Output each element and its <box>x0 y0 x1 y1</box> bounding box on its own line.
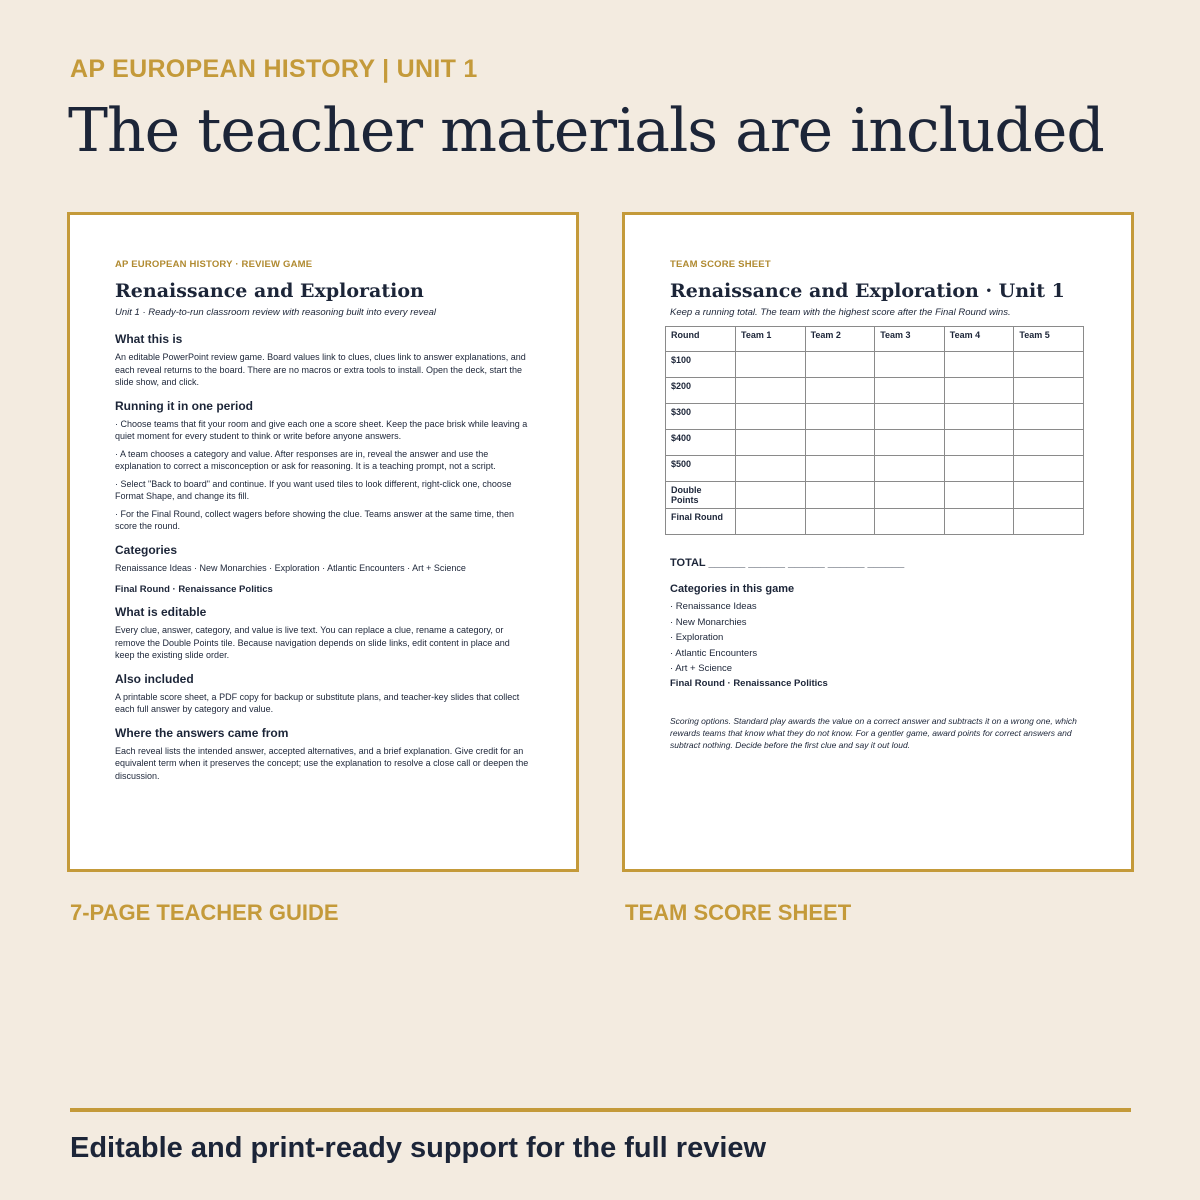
score-cell <box>875 456 945 482</box>
section-paragraph: · Choose teams that fit your room and give each one a score sheet. Keep the pace brisk while leaving a quiet moment for every student to think or write before anyone answers. <box>115 418 528 441</box>
score-cell <box>1014 509 1084 535</box>
score-cell <box>805 404 875 430</box>
score-cell <box>805 430 875 456</box>
score-cell <box>805 456 875 482</box>
score-cell <box>1014 482 1084 509</box>
score-cell <box>875 482 945 509</box>
score-cell <box>875 404 945 430</box>
guide-section-categories <box>115 543 531 596</box>
section-paragraph: · Select "Back to board" and continue. If you want used tiles to look different, right-click one, choose Format Shape, and change its fill. <box>115 478 512 501</box>
score-cell <box>1014 456 1084 482</box>
score-cell <box>944 509 1014 535</box>
score-cell <box>944 378 1014 404</box>
section-heading: Categories <box>115 542 178 557</box>
score-cell <box>805 378 875 404</box>
score-table <box>665 326 1084 535</box>
score-cell <box>1014 352 1084 378</box>
column-header: Team 1 <box>736 327 806 352</box>
row-label: $200 <box>666 378 736 404</box>
divider <box>70 1108 1131 1112</box>
footer-tagline: Editable and print-ready support for the full review <box>70 1132 767 1164</box>
section-heading: What this is <box>115 332 183 346</box>
score-cell <box>875 352 945 378</box>
score-cell <box>805 352 875 378</box>
score-cell <box>736 509 806 535</box>
guide-eyebrow: AP EUROPEAN HISTORY · REVIEW GAME <box>115 259 313 270</box>
score-cell <box>736 456 806 482</box>
section-heading: Where the answers came from <box>115 725 289 740</box>
score-cell <box>1014 430 1084 456</box>
row-label: $400 <box>666 430 736 456</box>
score-cell <box>944 404 1014 430</box>
table-row <box>666 378 1084 404</box>
score-cell <box>944 482 1014 509</box>
score-cell <box>805 482 875 509</box>
column-header: Round <box>666 327 736 352</box>
section-paragraph: · A team chooses a category and value. After responses are in, reveal the answer and use the explanation to correct a misconception or ask for reasoning. It is a teaching prompt, not a script. <box>115 448 496 471</box>
column-header: Team 5 <box>1014 327 1084 352</box>
score-cell <box>875 509 945 535</box>
score-cell <box>875 378 945 404</box>
guide-section-included <box>115 672 531 716</box>
section-paragraph: Renaissance Ideas · New Monarchies · Exploration · Atlantic Encounters · Art + Science <box>115 562 466 573</box>
guide-section-answers <box>115 726 531 783</box>
teacher-guide-preview <box>67 212 579 872</box>
section-paragraph: Every clue, answer, category, and value is live text. You can replace a clue, rename a category, or remove the Double Points tile. Because navigation depends on slide links, edit content in place and keep the existing slide order. <box>115 625 510 660</box>
score-cell <box>736 430 806 456</box>
row-label: Double Points <box>666 482 736 509</box>
section-paragraph: An editable PowerPoint review game. Board values link to clues, clues link to answer explanations, and each reveal returns to the board. There are no macros or extra tools to install. Open the deck, start the slide show, and click. <box>115 352 526 387</box>
table-row <box>666 456 1084 482</box>
guide-section-what <box>115 332 531 389</box>
table-row <box>666 352 1084 378</box>
list-item: · Exploration <box>670 632 724 643</box>
caption-score-sheet: TEAM SCORE SHEET <box>625 900 852 925</box>
row-label: Final Round <box>666 509 736 535</box>
table-row <box>666 509 1084 535</box>
list-item: · Atlantic Encounters <box>670 647 758 659</box>
total-line: TOTAL ______ ______ ______ ______ ______ <box>670 557 905 569</box>
score-table-header <box>666 327 1084 352</box>
column-header: Team 2 <box>805 327 875 352</box>
sheet-title: Renaissance and Exploration · Unit 1 <box>670 280 1065 302</box>
section-paragraph: Each reveal lists the intended answer, accepted alternatives, and a brief explanation. Give credit for an equivalent term when it preserves the concept; use the explanation to resolve a close call or deepen the discussion. <box>115 745 529 781</box>
sheet-eyebrow: TEAM SCORE SHEET <box>670 259 771 270</box>
row-label: $100 <box>666 352 736 378</box>
scoring-note: Scoring options. Standard play awards the value on a correct answer and subtracts it on a wrong one, which rewards teams that know what they do not know. For a gentler game, award points for correct answers and subtract nothing. Decide before the first clue and say it out loud. <box>670 715 1077 750</box>
guide-section-running <box>115 399 531 533</box>
section-heading: Also included <box>115 671 194 686</box>
score-cell <box>736 404 806 430</box>
guide-subtitle: Unit 1 · Ready-to-run classroom review with reasoning built into every reveal <box>115 307 437 318</box>
section-heading: What is editable <box>115 605 207 619</box>
score-cell <box>944 456 1014 482</box>
score-sheet-preview <box>622 212 1134 872</box>
score-cell <box>805 509 875 535</box>
table-row <box>666 404 1084 430</box>
section-paragraph: · For the Final Round, collect wagers before showing the clue. Teams answer at the same time, then score the round. <box>115 508 515 531</box>
page-title: The teacher materials are included <box>68 96 1104 166</box>
section-heading: Running it in one period <box>115 398 253 413</box>
table-row <box>666 482 1084 509</box>
guide-title: Renaissance and Exploration <box>115 280 424 302</box>
score-cell <box>736 378 806 404</box>
final-round-label: Final Round · Renaissance Politics <box>670 677 828 689</box>
score-cell <box>736 352 806 378</box>
score-cell <box>944 430 1014 456</box>
sheet-subtitle: Keep a running total. The team with the highest score after the Final Round wins. <box>670 307 1011 318</box>
row-label: $300 <box>666 404 736 430</box>
score-cell <box>1014 404 1084 430</box>
category-list <box>670 599 1086 677</box>
score-cell <box>944 352 1014 378</box>
categories-heading: Categories in this game <box>670 583 795 595</box>
score-cell <box>875 430 945 456</box>
caption-teacher-guide: 7-PAGE TEACHER GUIDE <box>70 900 339 925</box>
list-item: · New Monarchies <box>670 616 747 628</box>
final-round-label: Final Round · Renaissance Politics <box>115 584 273 595</box>
column-header: Team 3 <box>875 327 945 352</box>
column-header: Team 4 <box>944 327 1014 352</box>
guide-section-editable <box>115 605 531 662</box>
section-paragraph: A printable score sheet, a PDF copy for backup or substitute plans, and teacher-key slides that collect each full answer by category and value. <box>115 691 520 714</box>
row-label: $500 <box>666 456 736 482</box>
list-item: · Art + Science <box>670 663 733 674</box>
score-cell <box>736 482 806 509</box>
list-item: · Renaissance Ideas <box>670 601 757 612</box>
table-row <box>666 430 1084 456</box>
page-eyebrow: AP EUROPEAN HISTORY | UNIT 1 <box>70 55 478 83</box>
score-cell <box>1014 378 1084 404</box>
